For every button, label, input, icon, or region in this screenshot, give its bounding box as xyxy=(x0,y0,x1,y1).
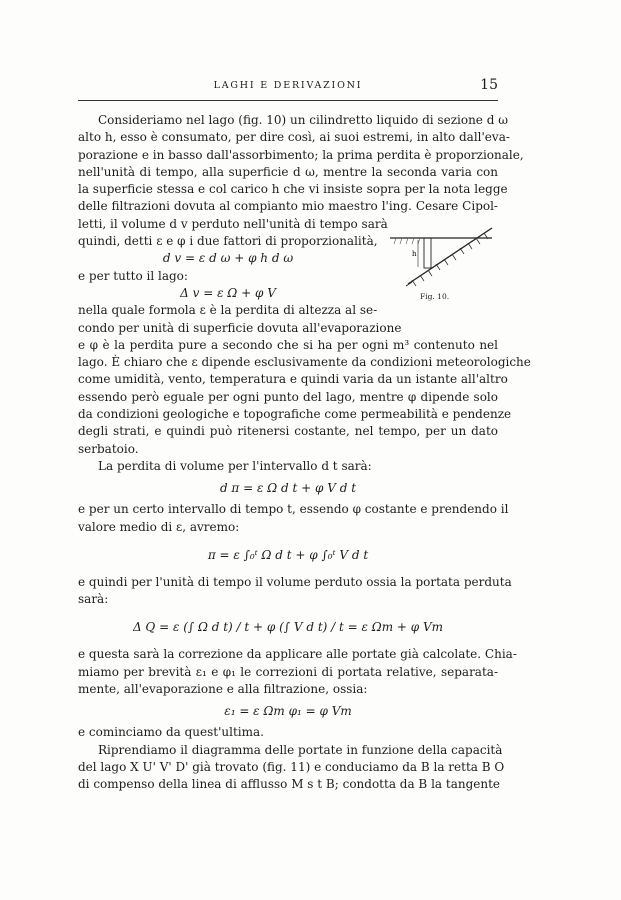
text-line: quindi, detti ε e φ i due fattori di proporzionalità, xyxy=(78,234,378,249)
text-line: miamo per brevità ε₁ e φ₁ le correzioni di portata relative, separata- xyxy=(78,664,498,679)
text-line: la superficie stessa e col carico h che vi insiste sopra per la nota legge xyxy=(78,182,508,197)
text-line: di compenso della linea di afflusso M s t B; condotta da B la tangente xyxy=(78,777,501,792)
running-title: LAGHI E DERIVAZIONI xyxy=(213,80,363,91)
text-line: La perdita di volume per l'intervallo d t sarà: xyxy=(98,458,372,473)
text-line: e questa sarà la correzione da applicare alle portate già calcolate. Chia- xyxy=(78,647,517,662)
text-line: condo per unità di superficie dovuta all'evaporazione xyxy=(78,320,402,335)
page-number: 15 xyxy=(480,77,498,93)
text-line: e φ è la perdita pure a secondo che si ha per ogni m³ contenuto nel xyxy=(78,337,498,352)
text-line: degli strati, e quindi può ritenersi costante, nel tempo, per un dato xyxy=(78,424,498,439)
text-line: delle filtrazioni dovuta al compianto mio maestro l'ing. Cesare Cipol- xyxy=(78,199,498,214)
text-line: letti, il volume d v perduto nell'unità di tempo sarà xyxy=(78,216,388,231)
text-line: del lago X U' V' D' già trovato (fig. 11) e conduciamo da B la retta B O xyxy=(78,759,505,774)
text-line: Consideriamo nel lago (fig. 10) un cilindretto liquido di sezione d ω xyxy=(98,113,509,127)
equation-d-pi: d π = ε Ω d t + φ V d t xyxy=(219,481,357,496)
text-line: e per tutto il lago: xyxy=(78,268,188,283)
text-line: sarà: xyxy=(78,592,109,607)
figure-label-h: h xyxy=(412,250,417,258)
text-line: da condizioni geologiche e topografiche come permeabilità e pendenze xyxy=(78,407,512,422)
equation-pi-integral: π = ε ∫₀ᵗ Ω d t + φ ∫₀ᵗ V d t xyxy=(207,547,369,562)
figure-caption: Fig. 10. xyxy=(420,292,450,301)
text-line: e quindi per l'unità di tempo il volume perduto ossia la portata perduta xyxy=(78,574,512,589)
equation-dv: d v = ε d ω + φ h d ω xyxy=(162,251,294,266)
text-line: e per un certo intervallo di tempo t, essendo φ costante e prendendo il xyxy=(78,502,509,517)
text-line: nella quale formola ε è la perdita di altezza al se- xyxy=(78,303,378,318)
text-line: Riprendiamo il diagramma delle portate in funzione della capacità xyxy=(98,742,503,757)
text-line: valore medio di ε, avremo: xyxy=(78,519,240,534)
equation-corrections: ε₁ = ε Ωm φ₁ = φ Vm xyxy=(224,704,352,719)
body-text xyxy=(78,112,531,794)
text-line: e cominciamo da quest'ultima. xyxy=(78,725,264,740)
equation-delta-v: Δ v = ε Ω + φ V xyxy=(180,285,276,300)
equation-delta-q: Δ Q = ε (∫ Ω d t) / t + φ (∫ V d t) / t = ε Ωm + φ Vm xyxy=(132,620,444,635)
text-line: mente, all'evaporazione e alla filtrazione, ossia: xyxy=(78,682,368,697)
text-line: nell'unità di tempo, alla superficie d ω, mentre la seconda varia con xyxy=(78,164,498,179)
page-header xyxy=(78,77,498,98)
text-line: serbatoio. xyxy=(78,441,139,456)
text-line: lago. È chiaro che ε dipende esclusivamente da condizioni meteorologiche xyxy=(78,355,531,370)
text-line: come umidità, vento, temperatura e quindi varia da un istante all'altro xyxy=(78,372,508,387)
text-line: porazione e in basso dall'assorbimento; la prima perdita è proporzionale, xyxy=(78,147,524,162)
text-line: essendo però eguale per ogni punto del lago, mentre φ dipende solo xyxy=(78,389,498,404)
header-rule xyxy=(78,100,498,101)
text-line: alto h, esso è consumato, per dire così, ai suoi estremi, in alto dall'eva- xyxy=(78,130,510,145)
